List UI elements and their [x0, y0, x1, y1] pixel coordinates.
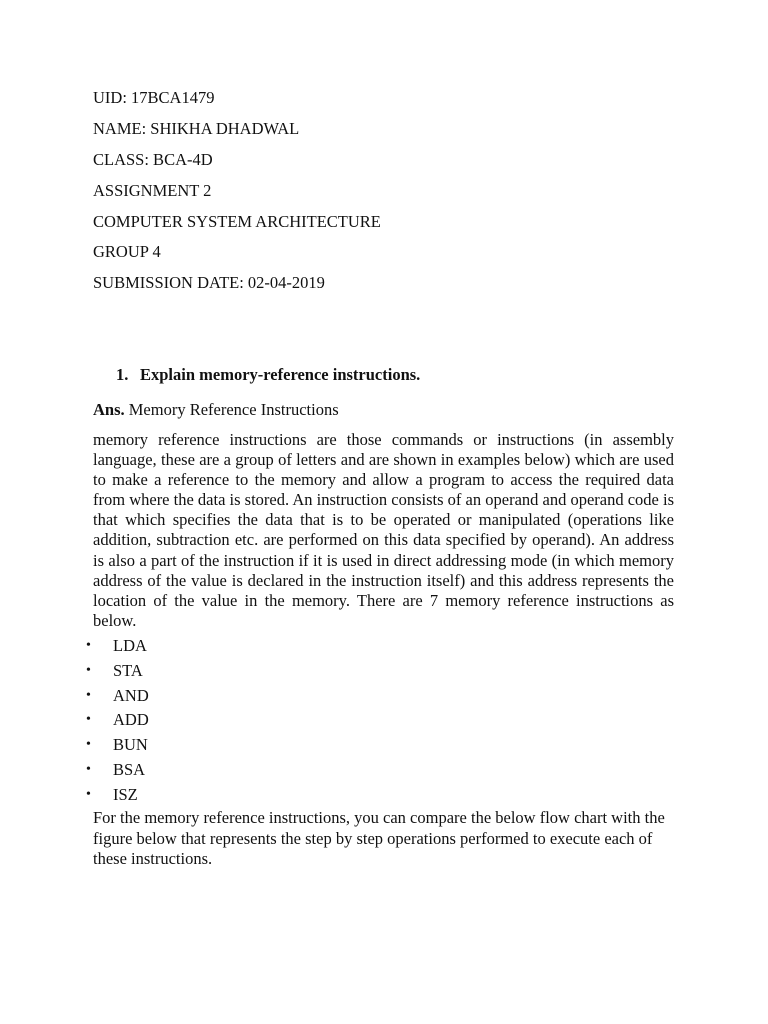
bullet-icon: • — [86, 662, 91, 678]
list-item — [86, 659, 149, 684]
list-item — [86, 733, 149, 758]
name-line: NAME: SHIKHA DHADWAL — [93, 119, 300, 138]
bullet-icon: • — [86, 638, 91, 653]
list-item — [86, 783, 149, 808]
question-heading — [116, 365, 420, 385]
bullet-icon: • — [86, 761, 91, 777]
question-text: Explain memory-reference instructions. — [140, 365, 421, 384]
answer-label: Ans. — [93, 400, 125, 419]
instruction-name: STA — [113, 660, 143, 680]
class-line: CLASS: BCA-4D — [93, 150, 213, 169]
answer-paragraph: memory reference instructions are those commands or instructions (in assembly language, these are a group of letters and are shown in examples below) which are used to make a reference to the memory and allow a program to access the required data from where the data is stored. An instruction consists of an operand and operand code is that which specifies the data that is to be operated or manipulated (operations like addition, subtraction etc. are performed on this data specified by operand). An address is also a part of the instruction if it is used in direct addressing mode (in which memory address of the value is declared in the instruction itself) and this address represents the location of the value in the memory. There are 7 memory reference instructions as below. — [93, 430, 675, 630]
uid-line: UID: 17BCA1479 — [93, 88, 215, 107]
instruction-name: ADD — [113, 710, 149, 730]
instruction-name: BUN — [113, 735, 148, 755]
bullet-icon: • — [86, 712, 91, 728]
question-number: 1. — [116, 365, 129, 384]
group-line: GROUP 4 — [93, 242, 161, 261]
instruction-name: LDA — [113, 636, 147, 655]
bullet-icon: • — [86, 737, 91, 753]
submission-date-line: SUBMISSION DATE: 02-04-2019 — [93, 273, 325, 292]
bullet-icon: • — [86, 687, 91, 703]
list-item — [86, 708, 149, 733]
instruction-name: ISZ — [113, 784, 138, 804]
subject-line: COMPUTER SYSTEM ARCHITECTURE — [93, 212, 381, 231]
instruction-name: BSA — [113, 759, 146, 779]
list-item — [86, 684, 149, 709]
answer-title: Memory Reference Instructions — [128, 400, 339, 419]
bullet-icon: • — [86, 786, 91, 802]
instruction-name: AND — [113, 685, 149, 705]
list-item — [86, 634, 149, 659]
answer-heading — [93, 400, 339, 420]
instruction-list — [86, 634, 149, 808]
closing-paragraph: For the memory reference instructions, you can compare the below flow chart with the figure below that represents the step by step operations performed to execute each of these instructions. — [93, 808, 665, 868]
assignment-line: ASSIGNMENT 2 — [93, 181, 212, 200]
list-item — [86, 758, 149, 783]
